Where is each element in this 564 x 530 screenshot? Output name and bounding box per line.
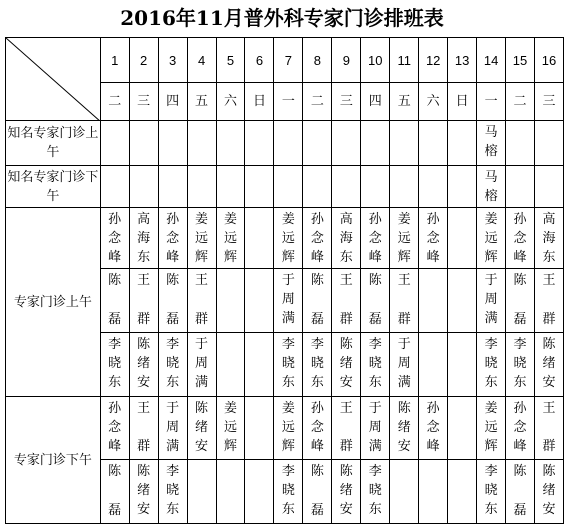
schedule-cell [245,269,274,333]
schedule-cell [390,269,419,333]
schedule-cell [506,208,535,269]
doctor-name: 陈绪安 [542,337,556,390]
doctor-name: 于周满 [166,401,180,454]
doctor-name: 陈绪安 [195,401,209,454]
date-cell: 1 [100,38,129,83]
corner-cell [6,38,101,121]
doctor-name: 孙念峰 [108,212,122,265]
schedule-cell [448,121,477,166]
doctor-name: 于周满 [397,337,411,390]
schedule-cell [361,269,390,333]
schedule-cell [303,208,332,269]
schedule-cell [274,208,303,269]
schedule-cell [361,397,390,460]
doctor-name: 孙念峰 [426,212,440,265]
schedule-cell [100,397,129,460]
weekday-cell: 三 [129,83,158,121]
schedule-cell [535,121,564,166]
schedule-cell [187,166,216,208]
schedule-cell [506,166,535,208]
schedule-cell [332,208,361,269]
doctor-name: 李晓东 [108,337,122,390]
schedule-cell [245,208,274,269]
doctor-name: 于周满 [368,401,382,454]
schedule-cell [361,333,390,397]
doctor-name: 姜远辉 [281,212,295,265]
schedule-cell [303,269,332,333]
schedule-cell [477,121,506,166]
doctor-name: 孙念峰 [310,212,324,265]
schedule-cell [216,166,245,208]
doctor-name: 王 群 [339,273,353,327]
schedule-cell [158,397,187,460]
date-cell: 7 [274,38,303,83]
schedule-cell [100,333,129,397]
schedule-cell [187,208,216,269]
row-label: 知名专家门诊上午 [6,121,101,166]
doctor-name: 王 群 [397,273,411,327]
schedule-cell [129,333,158,397]
schedule-cell [245,121,274,166]
schedule-cell [129,269,158,333]
doctor-name: 陈 磊 [310,273,324,327]
row-label: 知名专家门诊下午 [6,166,101,208]
schedule-cell [187,121,216,166]
date-cell: 10 [361,38,390,83]
schedule-cell [158,460,187,524]
schedule-cell [129,397,158,460]
schedule-cell [187,397,216,460]
schedule-cell [303,460,332,524]
doctor-name: 陈绪安 [137,337,151,390]
doctor-name: 姜远辉 [281,401,295,454]
date-cell: 13 [448,38,477,83]
schedule-cell [535,269,564,333]
schedule-cell [274,333,303,397]
schedule-cell [100,208,129,269]
schedule-cell [216,269,245,333]
doctor-name: 王 群 [339,401,353,454]
doctor-name: 孙念峰 [310,401,324,454]
schedule-table [5,37,564,524]
doctor-name: 陈绪安 [397,401,411,454]
schedule-cell [216,460,245,524]
schedule-cell [216,333,245,397]
schedule-cell [332,121,361,166]
schedule-cell [448,460,477,524]
doctor-name: 李晓东 [310,337,324,390]
schedule-cell [129,121,158,166]
date-cell: 9 [332,38,361,83]
schedule-cell [506,333,535,397]
doctor-name: 孙念峰 [426,401,440,454]
schedule-cell [535,397,564,460]
date-cell: 12 [419,38,448,83]
schedule-cell [332,269,361,333]
date-cell: 6 [245,38,274,83]
doctor-name: 马榕 [484,125,498,159]
schedule-cell [274,269,303,333]
doctor-name: 陈绪安 [339,337,353,390]
date-cell: 11 [390,38,419,83]
weekday-cell: 四 [361,83,390,121]
schedule-cell [303,333,332,397]
weekday-cell: 二 [506,83,535,121]
weekday-cell: 二 [100,83,129,121]
doctor-name: 李晓东 [281,337,295,390]
doctor-name: 姜远辉 [484,212,498,265]
schedule-cell [390,397,419,460]
doctor-name: 王 群 [195,273,209,327]
diagonal-line [6,38,100,121]
doctor-name: 马榕 [484,170,498,204]
schedule-cell [274,460,303,524]
schedule-cell [419,333,448,397]
schedule-cell [477,397,506,460]
date-cell: 16 [535,38,564,83]
doctor-name: 李晓东 [484,337,498,390]
date-cell: 5 [216,38,245,83]
schedule-cell [419,460,448,524]
schedule-cell [448,397,477,460]
doctor-name: 姜远辉 [223,401,237,454]
doctor-name: 陈 磊 [513,464,527,518]
doctor-name: 陈 磊 [108,464,122,518]
schedule-cell [361,166,390,208]
schedule-cell [506,397,535,460]
doctor-name: 陈绪安 [137,464,151,517]
doctor-name: 孙念峰 [368,212,382,265]
schedule-cell [303,397,332,460]
schedule-cell [535,166,564,208]
schedule-cell [158,121,187,166]
doctor-name: 孙念峰 [108,401,122,454]
weekday-cell: 一 [477,83,506,121]
schedule-cell [332,166,361,208]
doctor-name: 李晓东 [166,464,180,517]
schedule-cell [535,333,564,397]
weekday-cell: 三 [535,83,564,121]
schedule-cell [216,397,245,460]
row-label: 专家门诊下午 [6,397,101,524]
date-cell: 8 [303,38,332,83]
doctor-name: 姜远辉 [195,212,209,265]
schedule-cell [158,208,187,269]
schedule-cell [303,121,332,166]
weekday-cell: 三 [332,83,361,121]
date-cell: 14 [477,38,506,83]
schedule-cell [390,460,419,524]
schedule-cell [477,460,506,524]
doctor-name: 李晓东 [484,464,498,517]
schedule-cell [477,208,506,269]
schedule-cell [245,166,274,208]
schedule-cell [100,121,129,166]
schedule-cell [187,269,216,333]
date-cell: 3 [158,38,187,83]
doctor-name: 于周满 [281,273,295,326]
schedule-cell [477,269,506,333]
doctor-name: 陈 磊 [166,273,180,327]
schedule-cell [448,208,477,269]
schedule-cell [100,460,129,524]
doctor-name: 陈 磊 [310,464,324,518]
schedule-cell [129,460,158,524]
schedule-cell [361,460,390,524]
schedule-cell [274,397,303,460]
doctor-name: 姜远辉 [397,212,411,265]
schedule-cell [158,333,187,397]
schedule-cell [506,460,535,524]
doctor-name: 高海东 [339,212,353,265]
doctor-name: 于周满 [484,273,498,326]
schedule-cell [361,121,390,166]
schedule-cell [390,121,419,166]
schedule-cell [535,208,564,269]
schedule-cell [274,121,303,166]
doctor-name: 李晓东 [368,464,382,517]
schedule-cell [390,208,419,269]
schedule-cell [129,166,158,208]
schedule-cell [448,333,477,397]
schedule-cell [245,333,274,397]
schedule-cell [477,333,506,397]
weekday-cell: 一 [274,83,303,121]
schedule-cell [187,460,216,524]
schedule-cell [361,208,390,269]
schedule-cell [419,208,448,269]
doctor-name: 孙念峰 [513,401,527,454]
doctor-name: 王 群 [137,401,151,454]
weekday-cell: 六 [216,83,245,121]
doctor-name: 王 群 [542,401,556,454]
schedule-cell [100,269,129,333]
schedule-cell [100,166,129,208]
doctor-name: 姜远辉 [484,401,498,454]
doctor-name: 陈绪安 [339,464,353,517]
doctor-name: 陈绪安 [542,464,556,517]
row-label: 专家门诊上午 [6,208,101,397]
date-cell: 2 [129,38,158,83]
schedule-cell [390,166,419,208]
weekday-cell: 二 [303,83,332,121]
schedule-cell [332,397,361,460]
doctor-name: 陈 磊 [513,273,527,327]
schedule-cell [419,121,448,166]
schedule-cell [419,269,448,333]
doctor-name: 李晓东 [368,337,382,390]
schedule-cell [129,208,158,269]
schedule-cell [506,269,535,333]
schedule-cell [506,121,535,166]
doctor-name: 孙念峰 [513,212,527,265]
schedule-cell [187,333,216,397]
weekday-cell: 五 [390,83,419,121]
weekday-cell: 四 [158,83,187,121]
schedule-cell [245,460,274,524]
schedule-cell [158,166,187,208]
schedule-cell [274,166,303,208]
schedule-cell [535,460,564,524]
doctor-name: 孙念峰 [166,212,180,265]
doctor-name: 高海东 [542,212,556,265]
doctor-name: 王 群 [542,273,556,327]
doctor-name: 姜远辉 [223,212,237,265]
schedule-cell [390,333,419,397]
schedule-cell [448,269,477,333]
schedule-cell [303,166,332,208]
doctor-name: 于周满 [195,337,209,390]
date-cell: 15 [506,38,535,83]
doctor-name: 陈 磊 [108,273,122,327]
weekday-cell: 六 [419,83,448,121]
schedule-cell [332,333,361,397]
schedule-cell [158,269,187,333]
weekday-cell: 五 [187,83,216,121]
doctor-name: 高海东 [137,212,151,265]
weekday-cell: 日 [448,83,477,121]
schedule-cell [216,208,245,269]
schedule-cell [419,397,448,460]
schedule-cell [216,121,245,166]
doctor-name: 李晓东 [513,337,527,390]
page-title: 2016年11月普外科专家门诊排班表 [120,6,444,30]
schedule-cell [448,166,477,208]
weekday-cell: 日 [245,83,274,121]
doctor-name: 陈 磊 [368,273,382,327]
doctor-name: 李晓东 [281,464,295,517]
doctor-name: 王 群 [137,273,151,327]
schedule-cell [332,460,361,524]
doctor-name: 李晓东 [166,337,180,390]
date-cell: 4 [187,38,216,83]
schedule-cell [419,166,448,208]
schedule-cell [477,166,506,208]
schedule-cell [245,397,274,460]
